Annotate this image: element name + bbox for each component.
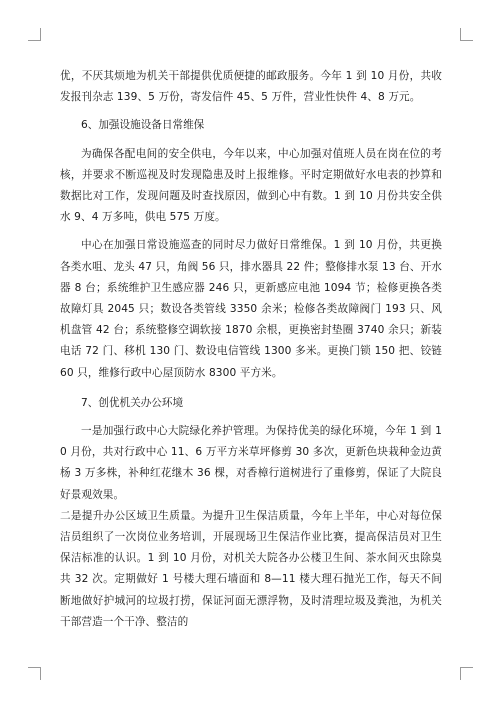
crop-mark-top-left <box>28 28 41 41</box>
paragraph-sanitation: 二是提升办公区域卫生质量。为提升卫生保洁质量，今年上半年，中心对每位保洁员组织了一次岗位业务培训，开展现场卫生保洁作业比赛，提高保洁员对卫生保洁标准的认识。1 到 10 月份，对机关大院各办公楼卫生间、茶水间灭虫除臭共 32 次。定期做好 1 号楼大理石墙面和 8—11 楼大理石抛光工作，每天不间断地做好护城河的垃圾打捞，保证河面无漂浮物，及时清理垃圾及粪池，为机关干部营造一个干净、整洁的 <box>60 509 442 628</box>
paragraph-postal-service: 优，不厌其烦地为机关干部提供优质便捷的邮政服务。今年 1 到 10 月份，共收发报刊杂志 139、5 万份，寄发信件 45、5 万件，营业性快件 4、8 万元。 <box>60 70 442 104</box>
crop-mark-bottom-left <box>28 667 41 680</box>
document-body <box>60 66 442 633</box>
section-heading-office-environment: 7、创优机关办公环境 <box>81 396 184 409</box>
section-heading-facility-maintenance: 6、加强设施设备日常维保 <box>81 119 205 132</box>
paragraph-daily-maintenance: 中心在加强日常设施巡查的同时尽力做好日常维保。1 到 10 月份，共更换各类水咀、龙头 47 只，角阀 56 只，排水器具 22 件；整修排水泵 13 台、开水器 8 台；系统维护卫生感应器 246 只，更新感应电池 1094 节；检修更换各类故障灯具 2045 只；数设各类管线 3350 余米；检修各类故障阀门 193 只、风机盘管 42 台；系统整修空调软接 1870 余根，更换密封垫圈 3740 余只；新装电话 72 门、移机 130 门、数设电信管线 1300 多米。更换门锁 150 把、铰链 60 只，维修行政中心屋顶防水 8300 平方米。 <box>60 239 442 379</box>
paragraph-greening: 一是加强行政中心大院绿化养护管理。为保持优美的绿化环境，今年 1 到 10 月份，共对行政中心 11、6 万平方米草坪修剪 30 多次，更新色块栽种金边黄杨 3 万多株，补种红花继木 36 棵，对香樟行道树进行了重修剪，保证了大院良好景观效果。 <box>60 425 442 501</box>
paragraph-power-supply: 为确保各配电间的安全供电，今年以来，中心加强对值班人员在岗在位的考核，并要求不断巡视及时发现隐患及时上报维修。平时定期做好水电表的抄算和数据比对工作，发现问题及时查找原因，做到心中有数。1 到 10 月份共安全供水 9、4 万多吨，供电 575 万度。 <box>60 147 442 224</box>
crop-mark-top-right <box>460 28 473 41</box>
crop-mark-bottom-right <box>460 667 473 680</box>
